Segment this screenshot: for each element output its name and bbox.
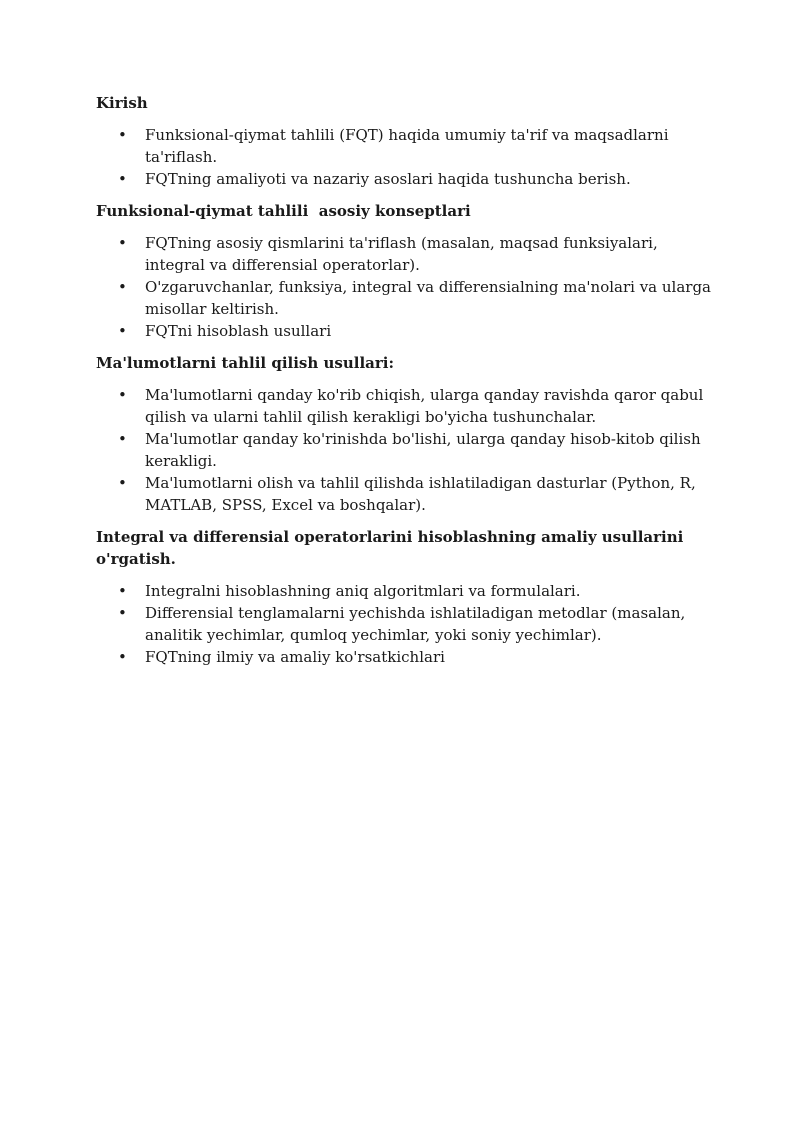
bullet-list bbox=[96, 232, 716, 342]
section-heading: Funksional-qiymat tahlili asosiy konseptlari bbox=[96, 202, 471, 220]
bullet-icon: • bbox=[118, 126, 127, 144]
section-heading: Integral va differensial operatorlarini hisoblashning amaliy usullarini o'rgatish. bbox=[96, 528, 684, 568]
section-kirish bbox=[96, 92, 716, 190]
list-item-text: O'zgaruvchanlar, funksiya, integral va differensialning ma'nolari va ularga misollar keltirish. bbox=[145, 278, 712, 318]
bullet-icon: • bbox=[118, 170, 127, 188]
section-tahlil-usullari bbox=[96, 352, 716, 516]
list-item-text: FQTning amaliyoti va nazariy asoslari haqida tushuncha berish. bbox=[145, 170, 631, 188]
list-item-text: FQTni hisoblash usullari bbox=[145, 322, 332, 340]
section-heading: Kirish bbox=[96, 94, 148, 112]
bullet-icon: • bbox=[118, 582, 127, 600]
section-operatorlar bbox=[96, 526, 716, 668]
list-item-text: FQTning ilmiy va amaliy ko'rsatkichlari bbox=[145, 648, 445, 666]
bullet-list bbox=[96, 124, 716, 190]
list-item bbox=[96, 168, 716, 190]
list-item bbox=[96, 428, 716, 472]
document-page bbox=[96, 92, 716, 678]
list-item bbox=[96, 602, 716, 646]
list-item bbox=[96, 646, 716, 668]
list-item bbox=[96, 472, 716, 516]
bullet-icon: • bbox=[118, 430, 127, 448]
list-item-text: Ma'lumotlarni qanday ko'rib chiqish, ularga qanday ravishda qaror qabul qilish va ularni tahlil qilish kerakligi bo'yicha tushunchalar. bbox=[145, 386, 704, 426]
list-item bbox=[96, 232, 716, 276]
list-item bbox=[96, 124, 716, 168]
list-item-text: Ma'lumotlar qanday ko'rinishda bo'lishi, ularga qanday hisob-kitob qilish kerakligi. bbox=[145, 430, 701, 470]
bullet-icon: • bbox=[118, 386, 127, 404]
section-asosiy-konseptlar bbox=[96, 200, 716, 342]
bullet-list bbox=[96, 384, 716, 516]
list-item-text: Ma'lumotlarni olish va tahlil qilishda ishlatiladigan dasturlar (Python, R, MATLAB, SPSS, Excel va boshqalar). bbox=[145, 474, 696, 514]
list-item bbox=[96, 384, 716, 428]
list-item-text: FQTning asosiy qismlarini ta'riflash (masalan, maqsad funksiyalari, integral va differensial operatorlar). bbox=[145, 234, 658, 274]
bullet-icon: • bbox=[118, 322, 127, 340]
bullet-list bbox=[96, 580, 716, 668]
bullet-icon: • bbox=[118, 604, 127, 622]
list-item bbox=[96, 320, 716, 342]
bullet-icon: • bbox=[118, 474, 127, 492]
bullet-icon: • bbox=[118, 278, 127, 296]
bullet-icon: • bbox=[118, 648, 127, 666]
list-item-text: Differensial tenglamalarni yechishda ishlatiladigan metodlar (masalan, analitik yechimlar, qumloq yechimlar, yoki soniy yechimlar). bbox=[145, 604, 686, 644]
section-heading: Ma'lumotlarni tahlil qilish usullari: bbox=[96, 354, 395, 372]
list-item bbox=[96, 276, 716, 320]
bullet-icon: • bbox=[118, 234, 127, 252]
list-item bbox=[96, 580, 716, 602]
list-item-text: Funksional-qiymat tahlili (FQT) haqida umumiy ta'rif va maqsadlarni ta'riflash. bbox=[145, 126, 669, 166]
list-item-text: Integralni hisoblashning aniq algoritmlari va formulalari. bbox=[145, 582, 581, 600]
